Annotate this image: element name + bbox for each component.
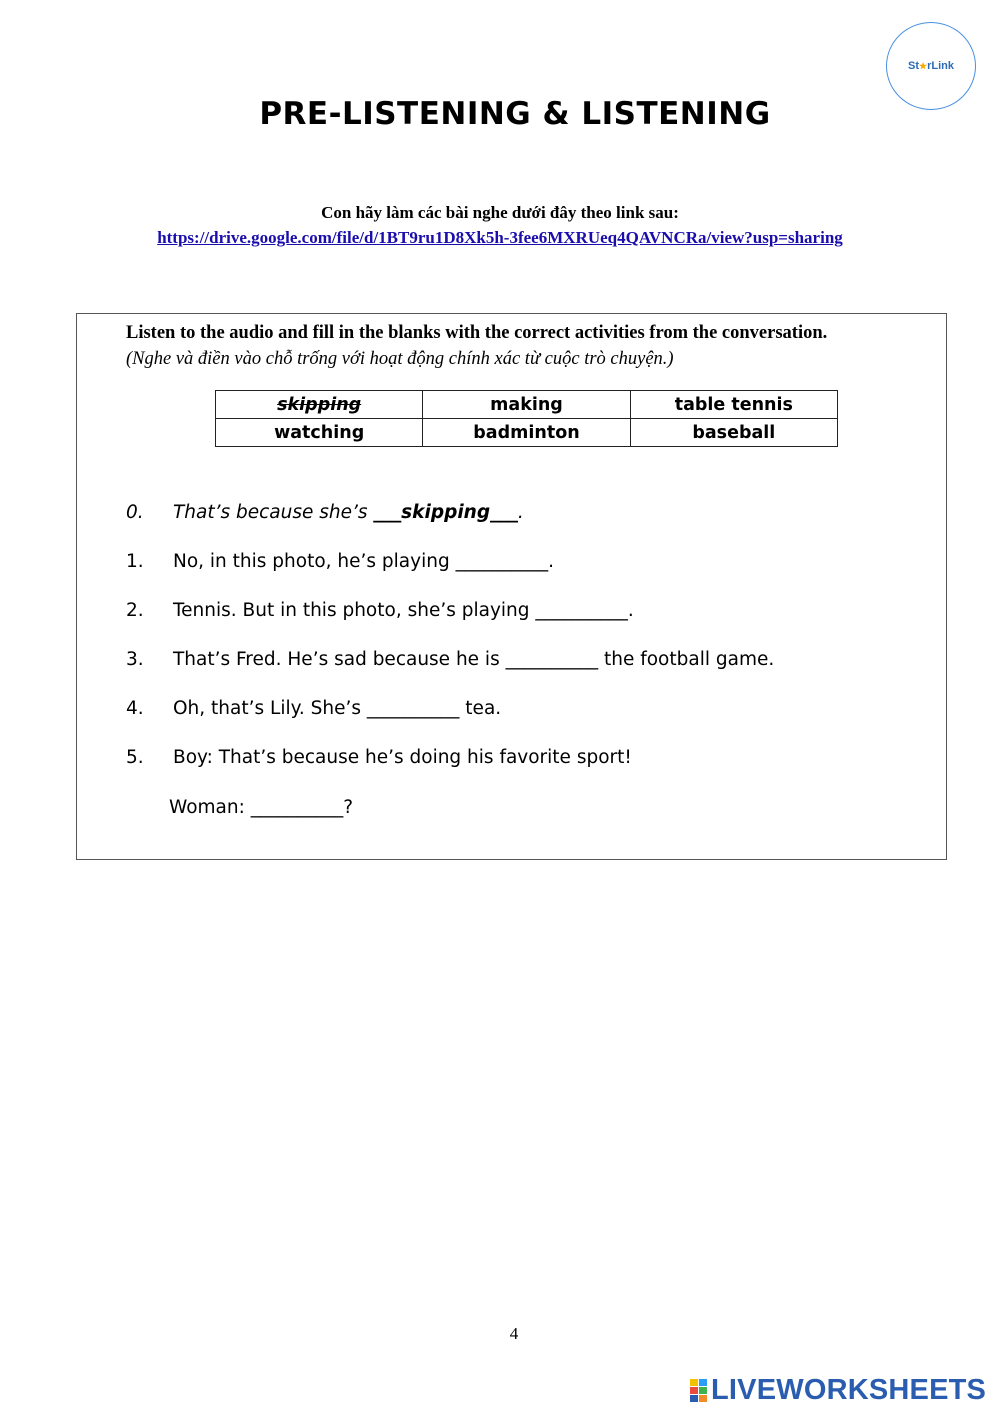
word-bank-cell: baseball [630,419,837,447]
liveworksheets-logo: LIVEWORKSHEETS [690,1374,986,1406]
question-3[interactable]: 3. That’s Fred. He’s sad because he is __________ the football game. [126,649,775,670]
page-number: 4 [509,1324,519,1343]
word-bank-row [216,391,838,419]
word-bank-cell: skipping [216,391,423,419]
example-answer: skipping [401,502,491,523]
page-title: PRE-LISTENING & LISTENING [259,96,771,132]
question-0: 0. That’s because she’s ___skipping___. [126,502,524,523]
instruction-text: Con hãy làm các bài nghe dưới đây theo link sau: [321,203,679,222]
question-5: 5. Boy: That’s because he’s doing his favorite sport! [126,747,632,768]
liveworksheets-icon [690,1379,707,1402]
starlink-logo: St ★ rLink [886,22,976,110]
word-bank-cell: watching [216,419,423,447]
task-instruction-en: Listen to the audio and fill in the blanks with the correct activities from the conversation. [126,323,828,343]
star-icon: ★ [919,60,928,71]
question-4[interactable]: 4. Oh, that’s Lily. She’s __________ tea. [126,698,502,719]
word-bank-table [215,390,838,447]
word-bank-row [216,419,838,447]
audio-link[interactable]: https://drive.google.com/file/d/1BT9ru1D8Xk5h-3fee6MXRUeq4QAVNCRa/view?usp=sharing [157,228,843,247]
word-bank-cell: badminton [423,419,630,447]
question-2[interactable]: 2. Tennis. But in this photo, she’s playing __________. [126,600,634,621]
question-1[interactable]: 1. No, in this photo, he’s playing __________. [126,551,554,572]
task-instruction-vi: (Nghe và điền vào chỗ trống với hoạt động chính xác từ cuộc trò chuyện.) [126,349,674,369]
question-5-woman[interactable]: Woman: __________? [169,797,354,818]
word-bank-cell: making [423,391,630,419]
word-bank-cell: table tennis [630,391,837,419]
